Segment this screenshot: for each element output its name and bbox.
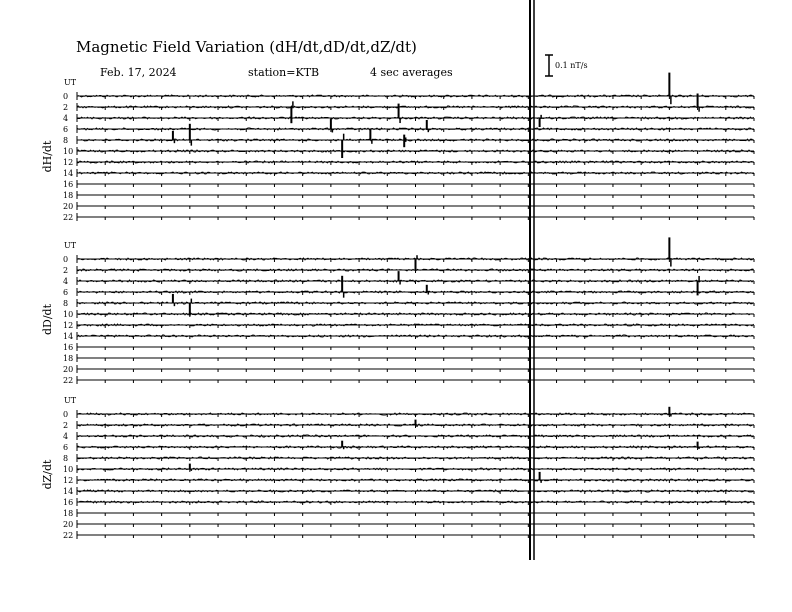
row-label: 2 bbox=[63, 421, 69, 430]
row-label: 16 bbox=[63, 498, 74, 507]
row-label: 2 bbox=[63, 266, 69, 275]
row-label: 0 bbox=[63, 255, 69, 264]
row-label: 2 bbox=[63, 103, 69, 112]
row-label: 12 bbox=[63, 158, 74, 167]
station-label: station=KTB bbox=[248, 66, 320, 79]
row-label: 14 bbox=[63, 487, 74, 496]
row-label: 4 bbox=[63, 432, 69, 441]
row-label: 20 bbox=[63, 202, 74, 211]
scale-bar-label: 0.1 nT/s bbox=[555, 61, 588, 70]
row-label: 18 bbox=[63, 354, 74, 363]
row-label: 10 bbox=[63, 147, 74, 156]
panel-dD-dt bbox=[41, 237, 754, 385]
row-label: 8 bbox=[63, 299, 69, 308]
row-label: 22 bbox=[63, 531, 74, 540]
row-label: 8 bbox=[63, 454, 69, 463]
row-label: 8 bbox=[63, 136, 69, 145]
ut-label: UT bbox=[64, 396, 77, 405]
row-label: 14 bbox=[63, 169, 74, 178]
row-label: 10 bbox=[63, 310, 74, 319]
row-label: 22 bbox=[63, 376, 74, 385]
ut-label: UT bbox=[64, 78, 77, 87]
row-label: 18 bbox=[63, 191, 74, 200]
panel-dH-dt bbox=[41, 73, 754, 222]
panel-ylabel: dZ/dt bbox=[41, 459, 54, 490]
row-label: 0 bbox=[63, 92, 69, 101]
row-label: 6 bbox=[63, 288, 69, 297]
row-label: 22 bbox=[63, 213, 74, 222]
panel-ylabel: dH/dt bbox=[41, 140, 54, 173]
chart-title: Magnetic Field Variation (dH/dt,dD/dt,dZ/dt) bbox=[76, 38, 417, 56]
row-label: 4 bbox=[63, 277, 69, 286]
row-label: 20 bbox=[63, 365, 74, 374]
ut-label: UT bbox=[64, 241, 77, 250]
row-label: 12 bbox=[63, 476, 74, 485]
panel-dZ-dt bbox=[41, 396, 754, 540]
row-label: 10 bbox=[63, 465, 74, 474]
row-label: 12 bbox=[63, 321, 74, 330]
row-label: 4 bbox=[63, 114, 69, 123]
row-label: 0 bbox=[63, 410, 69, 419]
row-label: 16 bbox=[63, 180, 74, 189]
row-label: 16 bbox=[63, 343, 74, 352]
averaging-label: 4 sec averages bbox=[370, 66, 453, 79]
panel-ylabel: dD/dt bbox=[41, 303, 54, 336]
row-label: 20 bbox=[63, 520, 74, 529]
date-label: Feb. 17, 2024 bbox=[100, 66, 177, 79]
row-label: 6 bbox=[63, 125, 69, 134]
row-label: 18 bbox=[63, 509, 74, 518]
row-label: 14 bbox=[63, 332, 74, 341]
row-label: 6 bbox=[63, 443, 69, 452]
